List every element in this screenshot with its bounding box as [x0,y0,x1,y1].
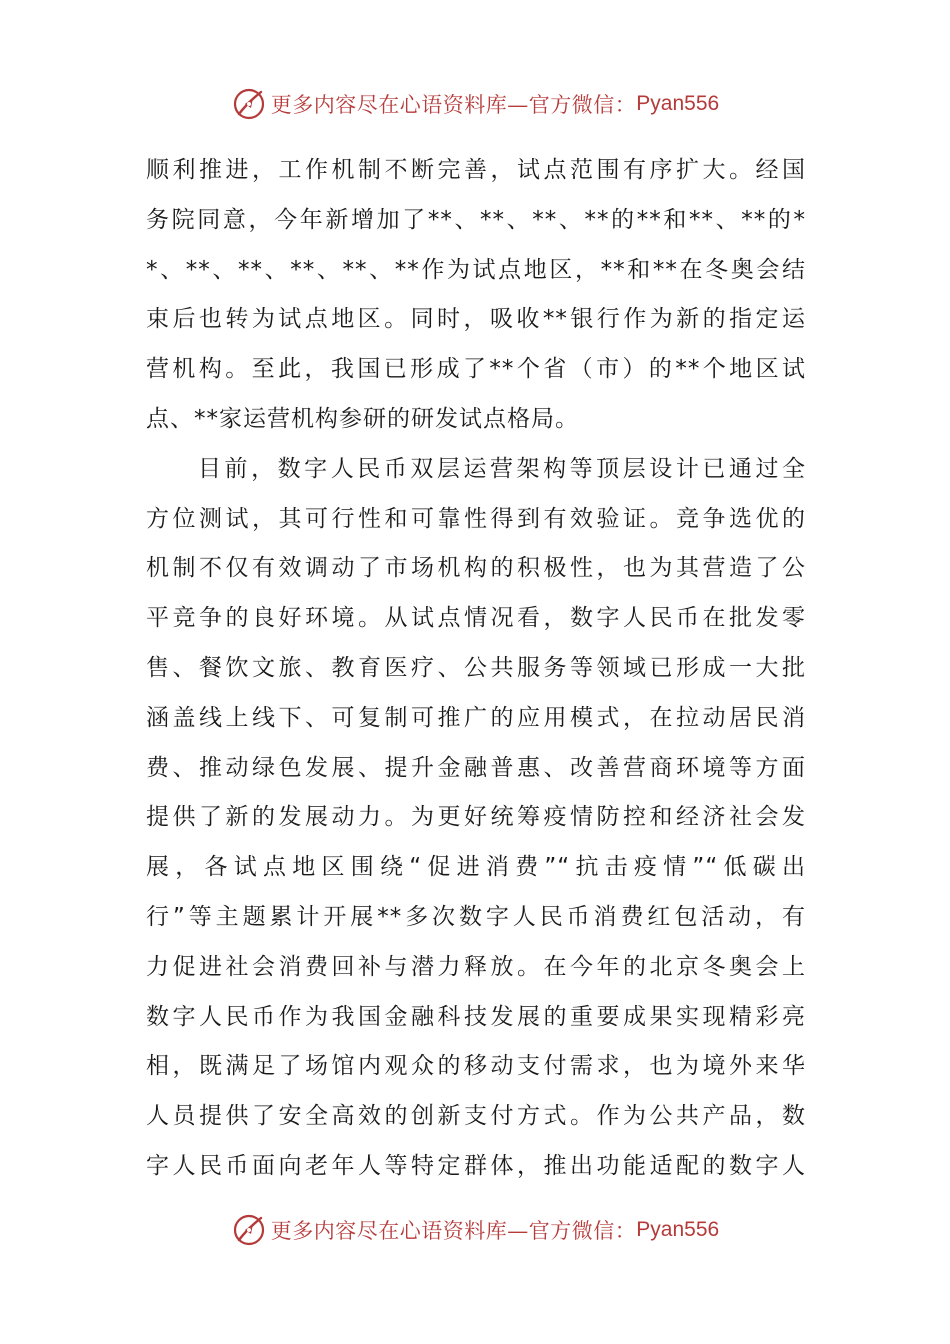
paragraph-2 [146,445,806,1192]
text-line: 务院同意，今年新增加了**、**、**、**的**和**、**的* [146,206,806,233]
text-line: 营机构。至此，我国已形成了**个省（市）的**个地区试 [146,356,806,383]
header-banner [0,84,950,124]
text-line: 行”等主题累计开展**多次数字人民币消费红包活动，有 [146,903,806,930]
footer-banner-text: 更多内容尽在心语资料库—官方微信： [270,1219,637,1243]
text-line: 力促进社会消费回补与潜力释放。在今年的北京冬奥会上 [146,953,806,980]
footer-banner [0,1210,950,1250]
header-banner-text: 更多内容尽在心语资料库—官方微信： [270,93,637,117]
text-line: 束后也转为试点地区。同时，吸收**银行作为新的指定运 [146,306,806,333]
text-line: 相，既满足了场馆内观众的移动支付需求，也为境外来华 [146,1053,806,1080]
pen-nib-circle-icon [231,1212,267,1248]
text-line: 字人民币面向老年人等特定群体，推出功能适配的数字人 [146,1152,806,1179]
text-line: 机制不仅有效调动了市场机构的积极性，也为其营造了公 [146,555,806,582]
text-line: 售、餐饮文旅、教育医疗、公共服务等领域已形成一大批 [146,654,806,681]
document-body [146,146,806,1192]
text-line: 数字人民币作为我国金融科技发展的重要成果实现精彩亮 [146,1003,806,1030]
text-line: 目前，数字人民币双层运营架构等顶层设计已通过全 [198,455,806,482]
text-line: 提供了新的发展动力。为更好统筹疫情防控和经济社会发 [146,804,806,831]
text-line: 展，各试点地区围绕“促进消费”“抗击疫情”“低碳出 [146,854,806,881]
text-line: 顺利推进，工作机制不断完善，试点范围有序扩大。经国 [146,157,806,183]
paragraph-1 [146,146,806,445]
text-line: *、**、**、**、**、**作为试点地区，**和**在冬奥会结 [146,256,806,283]
footer-banner-handle: Pyan556 [636,1218,720,1241]
text-line: 平竞争的良好环境。从试点情况看，数字人民币在批发零 [146,605,806,632]
header-banner-handle: Pyan556 [636,92,720,115]
text-line: 方位测试，其可行性和可靠性得到有效验证。竞争选优的 [146,505,806,532]
text-line: 费、推动绿色发展、提升金融普惠、改善营商环境等方面 [146,754,806,781]
text-line: 点、**家运营机构参研的研发试点格局。 [146,405,579,432]
text-line: 人员提供了安全高效的创新支付方式。作为公共产品，数 [146,1103,806,1130]
pen-nib-circle-icon [231,86,267,122]
text-line: 涵盖线上线下、可复制可推广的应用模式，在拉动居民消 [146,704,806,731]
